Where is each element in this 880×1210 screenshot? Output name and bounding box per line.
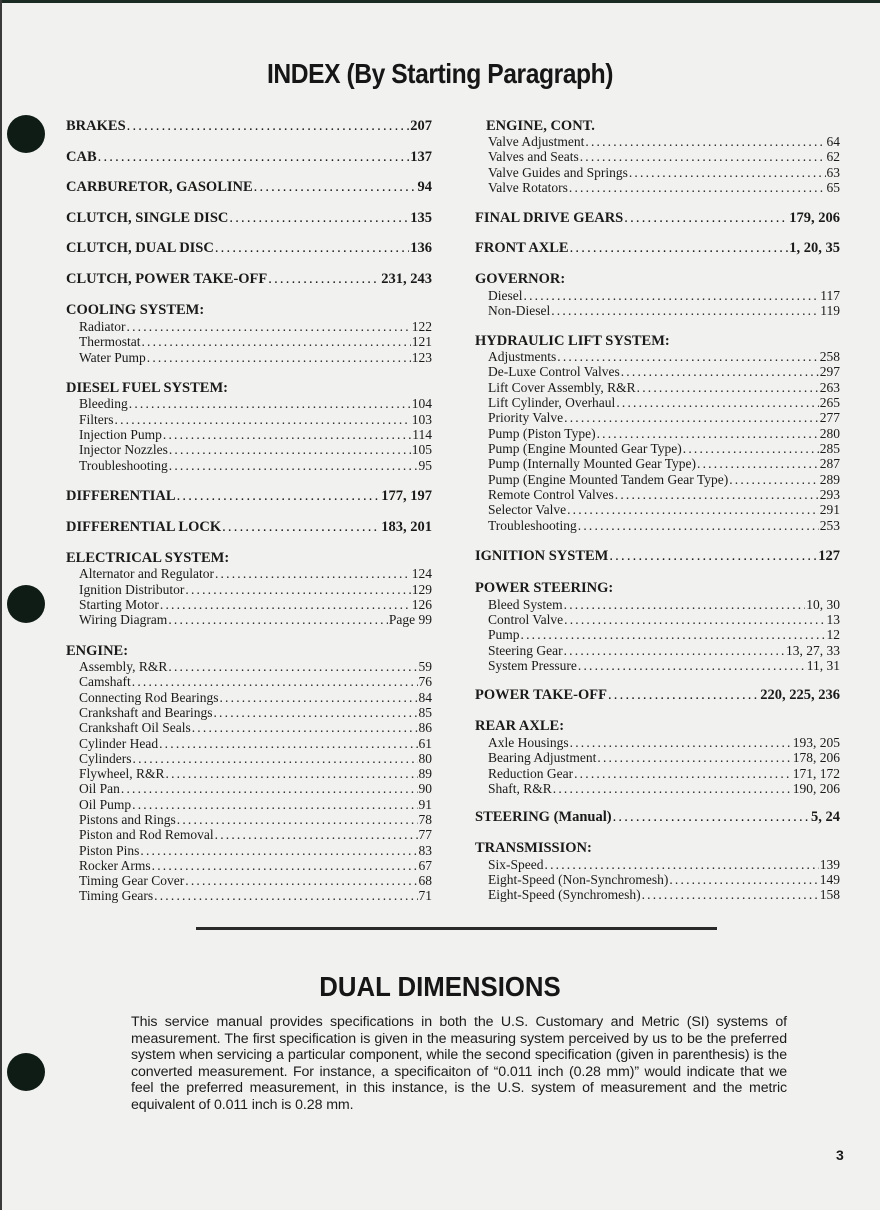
index-entry[interactable]: Rocker Arms ..... 67 [66, 858, 432, 873]
leader-dots [597, 750, 791, 765]
leader-dots [185, 873, 417, 888]
leader-dots [578, 658, 806, 673]
index-entry[interactable]: Valve Guides and Springs ..... 63 [475, 165, 840, 180]
leader-dots [564, 643, 785, 658]
leader-dots [98, 150, 410, 165]
leader-dots [615, 487, 819, 502]
binder-hole-icon [7, 585, 45, 623]
leader-dots [578, 518, 819, 533]
index-entry[interactable]: Crankshaft Oil Seals ..... 86 [66, 720, 432, 735]
leader-dots [629, 165, 826, 180]
index-entry-ignition[interactable]: IGNITION SYSTEM ..... 127 [475, 549, 840, 564]
index-entry-cab[interactable]: CAB ..... 137 [66, 150, 432, 165]
index-entry[interactable]: Pump ..... 12 [475, 627, 840, 642]
index-entry[interactable]: Cylinders ..... 80 [66, 751, 432, 766]
leader-dots [621, 364, 819, 379]
leader-dots [642, 887, 819, 902]
index-entry[interactable]: Cylinder Head ..... 61 [66, 736, 432, 751]
index-entry[interactable]: Flywheel, R&R ..... 89 [66, 766, 432, 781]
leader-dots [551, 303, 819, 318]
index-entry[interactable]: Connecting Rod Bearings ..... 84 [66, 690, 432, 705]
binder-hole-icon [7, 1053, 45, 1091]
leader-dots [524, 288, 820, 303]
leader-dots [254, 180, 417, 195]
leader-dots [683, 441, 819, 456]
section-heading-cooling: COOLING SYSTEM: [66, 302, 205, 318]
index-entry[interactable]: Steering Gear ..... 13, 27, 33 [475, 643, 840, 658]
leader-dots [147, 350, 411, 365]
index-entry[interactable]: Piston Pins ..... 83 [66, 843, 432, 858]
index-entry[interactable]: Adjustments ..... 258 [475, 349, 840, 364]
leader-dots [608, 688, 759, 703]
scan-top-edge [0, 0, 880, 3]
leader-dots [564, 597, 806, 612]
leader-dots [115, 412, 411, 427]
index-entry[interactable]: Camshaft ..... 76 [66, 674, 432, 689]
leader-dots [564, 410, 819, 425]
index-entry[interactable]: Filters ..... 103 [66, 412, 432, 427]
leader-dots [141, 334, 410, 349]
leader-dots [140, 843, 417, 858]
index-entry[interactable]: Starting Motor ..... 126 [66, 597, 432, 612]
leader-dots [215, 827, 418, 842]
index-entry[interactable]: Oil Pan ..... 90 [66, 781, 432, 796]
leader-dots [669, 872, 818, 887]
index-entry[interactable]: Timing Gears ..... 71 [66, 888, 432, 903]
index-entry[interactable]: Bearing Adjustment ..... 178, 206 [475, 750, 840, 765]
leader-dots [121, 781, 418, 796]
leader-dots [222, 520, 380, 535]
section-heading-hydraulic: HYDRAULIC LIFT SYSTEM: [475, 333, 670, 349]
index-entry[interactable]: Valve Adjustment ..... 64 [475, 134, 840, 149]
leader-dots [132, 797, 417, 812]
section-heading-transmission: TRANSMISSION: [475, 840, 592, 856]
leader-dots [192, 720, 418, 735]
leader-dots [152, 858, 418, 873]
leader-dots [163, 427, 411, 442]
index-entry-differential-lock[interactable]: DIFFERENTIAL LOCK ..... 183, 201 [66, 520, 432, 535]
index-entry-power-take-off[interactable]: POWER TAKE-OFF ..... 220, 225, 236 [475, 688, 840, 703]
leader-dots [215, 241, 409, 256]
index-entry[interactable]: Crankshaft and Bearings ..... 85 [66, 705, 432, 720]
leader-dots [616, 395, 818, 410]
section-heading-governor: GOVERNOR: [475, 271, 566, 287]
index-entry-final-drive[interactable]: FINAL DRIVE GEARS ..... 179, 206 [475, 211, 840, 226]
section-heading-power-steering: POWER STEERING: [475, 580, 614, 596]
leader-dots [609, 549, 817, 564]
index-entry[interactable]: Remote Control Valves ..... 293 [475, 487, 840, 502]
leader-dots [127, 119, 410, 134]
index-entry[interactable]: Injection Pump ..... 114 [66, 427, 432, 442]
page-title: INDEX (By Starting Paragraph) [267, 58, 613, 89]
leader-dots [567, 502, 819, 517]
leader-dots [569, 180, 826, 195]
index-entry[interactable]: Thermostat ..... 121 [66, 334, 432, 349]
section-heading-rear-axle: REAR AXLE: [475, 718, 565, 734]
index-entry[interactable]: Pump (Internally Mounted Gear Type) ..... 287 [475, 456, 840, 471]
leader-dots [545, 857, 819, 872]
index-entry[interactable]: Bleed System ..... 10, 30 [475, 597, 840, 612]
index-entry[interactable]: Piston and Rod Removal ..... 77 [66, 827, 432, 842]
leader-dots [160, 597, 411, 612]
leader-dots [570, 735, 792, 750]
index-entry[interactable]: Pump (Engine Mounted Gear Type) ..... 285 [475, 441, 840, 456]
index-entry-clutch-dual[interactable]: CLUTCH, DUAL DISC ..... 136 [66, 241, 432, 256]
index-entry[interactable]: Radiator ..... 122 [66, 319, 432, 334]
leader-dots [229, 211, 409, 226]
index-entry[interactable]: Pistons and Rings ..... 78 [66, 812, 432, 827]
leader-dots [132, 674, 418, 689]
index-entry[interactable]: Injector Nozzles ..... 105 [66, 442, 432, 457]
leader-dots [637, 380, 819, 395]
index-entry-steering-manual[interactable]: STEERING (Manual) ..... 5, 24 [475, 810, 840, 825]
dual-dimensions-body: This service manual provides specifications in both the U.S. Customary and Metric (SI) systems of measurement. The first specification is given in the measuring system perceived by us to be the preferred system when servicing a particular component, while the second specification (given in parenthesis) is the converted measurement. For instance, a specificaiton of “0.011 inch (0.28 mm)” would indicate that we feel the preferred measurement, in this instance, is the U.S. system of measurement and the metric equivalent of 0.011 inch is 0.28 mm. [131, 1014, 787, 1113]
index-entry[interactable]: Lift Cylinder, Overhaul ..... 265 [475, 395, 840, 410]
section-heading-electrical: ELECTRICAL SYSTEM: [66, 550, 230, 566]
leader-dots [574, 766, 792, 781]
leader-dots [585, 134, 825, 149]
index-entry[interactable]: Troubleshooting ..... 95 [66, 458, 432, 473]
index-entry[interactable]: De-Luxe Control Valves ..... 297 [475, 364, 840, 379]
leader-dots [219, 690, 417, 705]
index-entry[interactable]: Valves and Seats ..... 62 [475, 149, 840, 164]
index-entry[interactable]: Ignition Distributor ..... 129 [66, 582, 432, 597]
page-number: 3 [836, 1147, 844, 1163]
index-entry[interactable]: Oil Pump ..... 91 [66, 797, 432, 812]
section-heading-diesel-fuel: DIESEL FUEL SYSTEM: [66, 380, 228, 396]
index-entry-front-axle[interactable]: FRONT AXLE ..... 1, 20, 35 [475, 241, 840, 256]
index-entry[interactable]: Control Valve ..... 13 [475, 612, 840, 627]
leader-dots [564, 612, 825, 627]
index-entry[interactable]: Pump (Piston Type) ..... 280 [475, 426, 840, 441]
index-entry[interactable]: Troubleshooting ..... 253 [475, 518, 840, 533]
index-entry[interactable]: Non-Diesel ..... 119 [475, 303, 840, 318]
index-entry[interactable]: Pump (Engine Mounted Tandem Gear Type) ..... 289 [475, 472, 840, 487]
index-entry[interactable]: Alternator and Regulator ..... 124 [66, 566, 432, 581]
section-divider [196, 927, 717, 930]
leader-dots [697, 456, 819, 471]
index-entry[interactable]: Selector Valve ..... 291 [475, 502, 840, 517]
section-heading-engine: ENGINE: [66, 643, 129, 659]
index-entry[interactable]: Eight-Speed (Synchromesh) ..... 158 [475, 887, 840, 902]
leader-dots [154, 888, 417, 903]
leader-dots [168, 659, 417, 674]
leader-dots [129, 396, 411, 411]
index-entry[interactable]: Bleeding ..... 104 [66, 396, 432, 411]
leader-dots [177, 489, 381, 504]
leader-dots [729, 472, 819, 487]
index-entry-carburetor[interactable]: CARBURETOR, GASOLINE ..... 94 [66, 180, 432, 195]
leader-dots [624, 211, 788, 226]
leader-dots [169, 442, 411, 457]
leader-dots [159, 736, 417, 751]
leader-dots [127, 319, 411, 334]
index-entry-clutch-single[interactable]: CLUTCH, SINGLE DISC ..... 135 [66, 211, 432, 226]
leader-dots [166, 766, 418, 781]
index-entry[interactable]: Six-Speed ..... 139 [475, 857, 840, 872]
index-entry-differential[interactable]: DIFFERENTIAL ..... 177, 197 [66, 489, 432, 504]
leader-dots [557, 349, 818, 364]
leader-dots [177, 812, 418, 827]
leader-dots [268, 272, 380, 287]
leader-dots [597, 426, 819, 441]
leader-dots [169, 458, 418, 473]
leader-dots [185, 582, 410, 597]
leader-dots [215, 566, 411, 581]
leader-dots [521, 627, 826, 642]
leader-dots [133, 751, 418, 766]
leader-dots [168, 612, 388, 627]
scan-left-edge [0, 0, 2, 1210]
index-entry[interactable]: Water Pump ..... 123 [66, 350, 432, 365]
index-entry-brakes[interactable]: BRAKES ..... 207 [66, 119, 432, 134]
leader-dots [213, 705, 417, 720]
leader-dots [570, 241, 789, 256]
index-entry[interactable]: Axle Housings ..... 193, 205 [475, 735, 840, 750]
index-entry[interactable]: Lift Cover Assembly, R&R ..... 263 [475, 380, 840, 395]
leader-dots [553, 781, 792, 796]
leader-dots [580, 149, 826, 164]
index-entry[interactable]: Valve Rotators ..... 65 [475, 180, 840, 195]
index-entry[interactable]: Priority Valve ..... 277 [475, 410, 840, 425]
index-entry[interactable]: Assembly, R&R ..... 59 [66, 659, 432, 674]
index-entry[interactable]: Shaft, R&R ..... 190, 206 [475, 781, 840, 796]
index-entry[interactable]: Wiring Diagram ..... Page 99 [66, 612, 432, 627]
index-entry[interactable]: Diesel ..... 117 [475, 288, 840, 303]
dual-dimensions-title: DUAL DIMENSIONS [319, 971, 561, 1002]
section-heading-engine-cont: ENGINE, CONT. [486, 118, 595, 134]
leader-dots [613, 810, 810, 825]
index-entry[interactable]: Timing Gear Cover ..... 68 [66, 873, 432, 888]
binder-hole-icon [7, 115, 45, 153]
index-entry[interactable]: Eight-Speed (Non-Synchromesh) ..... 149 [475, 872, 840, 887]
index-entry[interactable]: Reduction Gear ..... 171, 172 [475, 766, 840, 781]
index-entry-clutch-pto[interactable]: CLUTCH, POWER TAKE-OFF ..... 231, 243 [66, 272, 432, 287]
index-entry[interactable]: System Pressure ..... 11, 31 [475, 658, 840, 673]
